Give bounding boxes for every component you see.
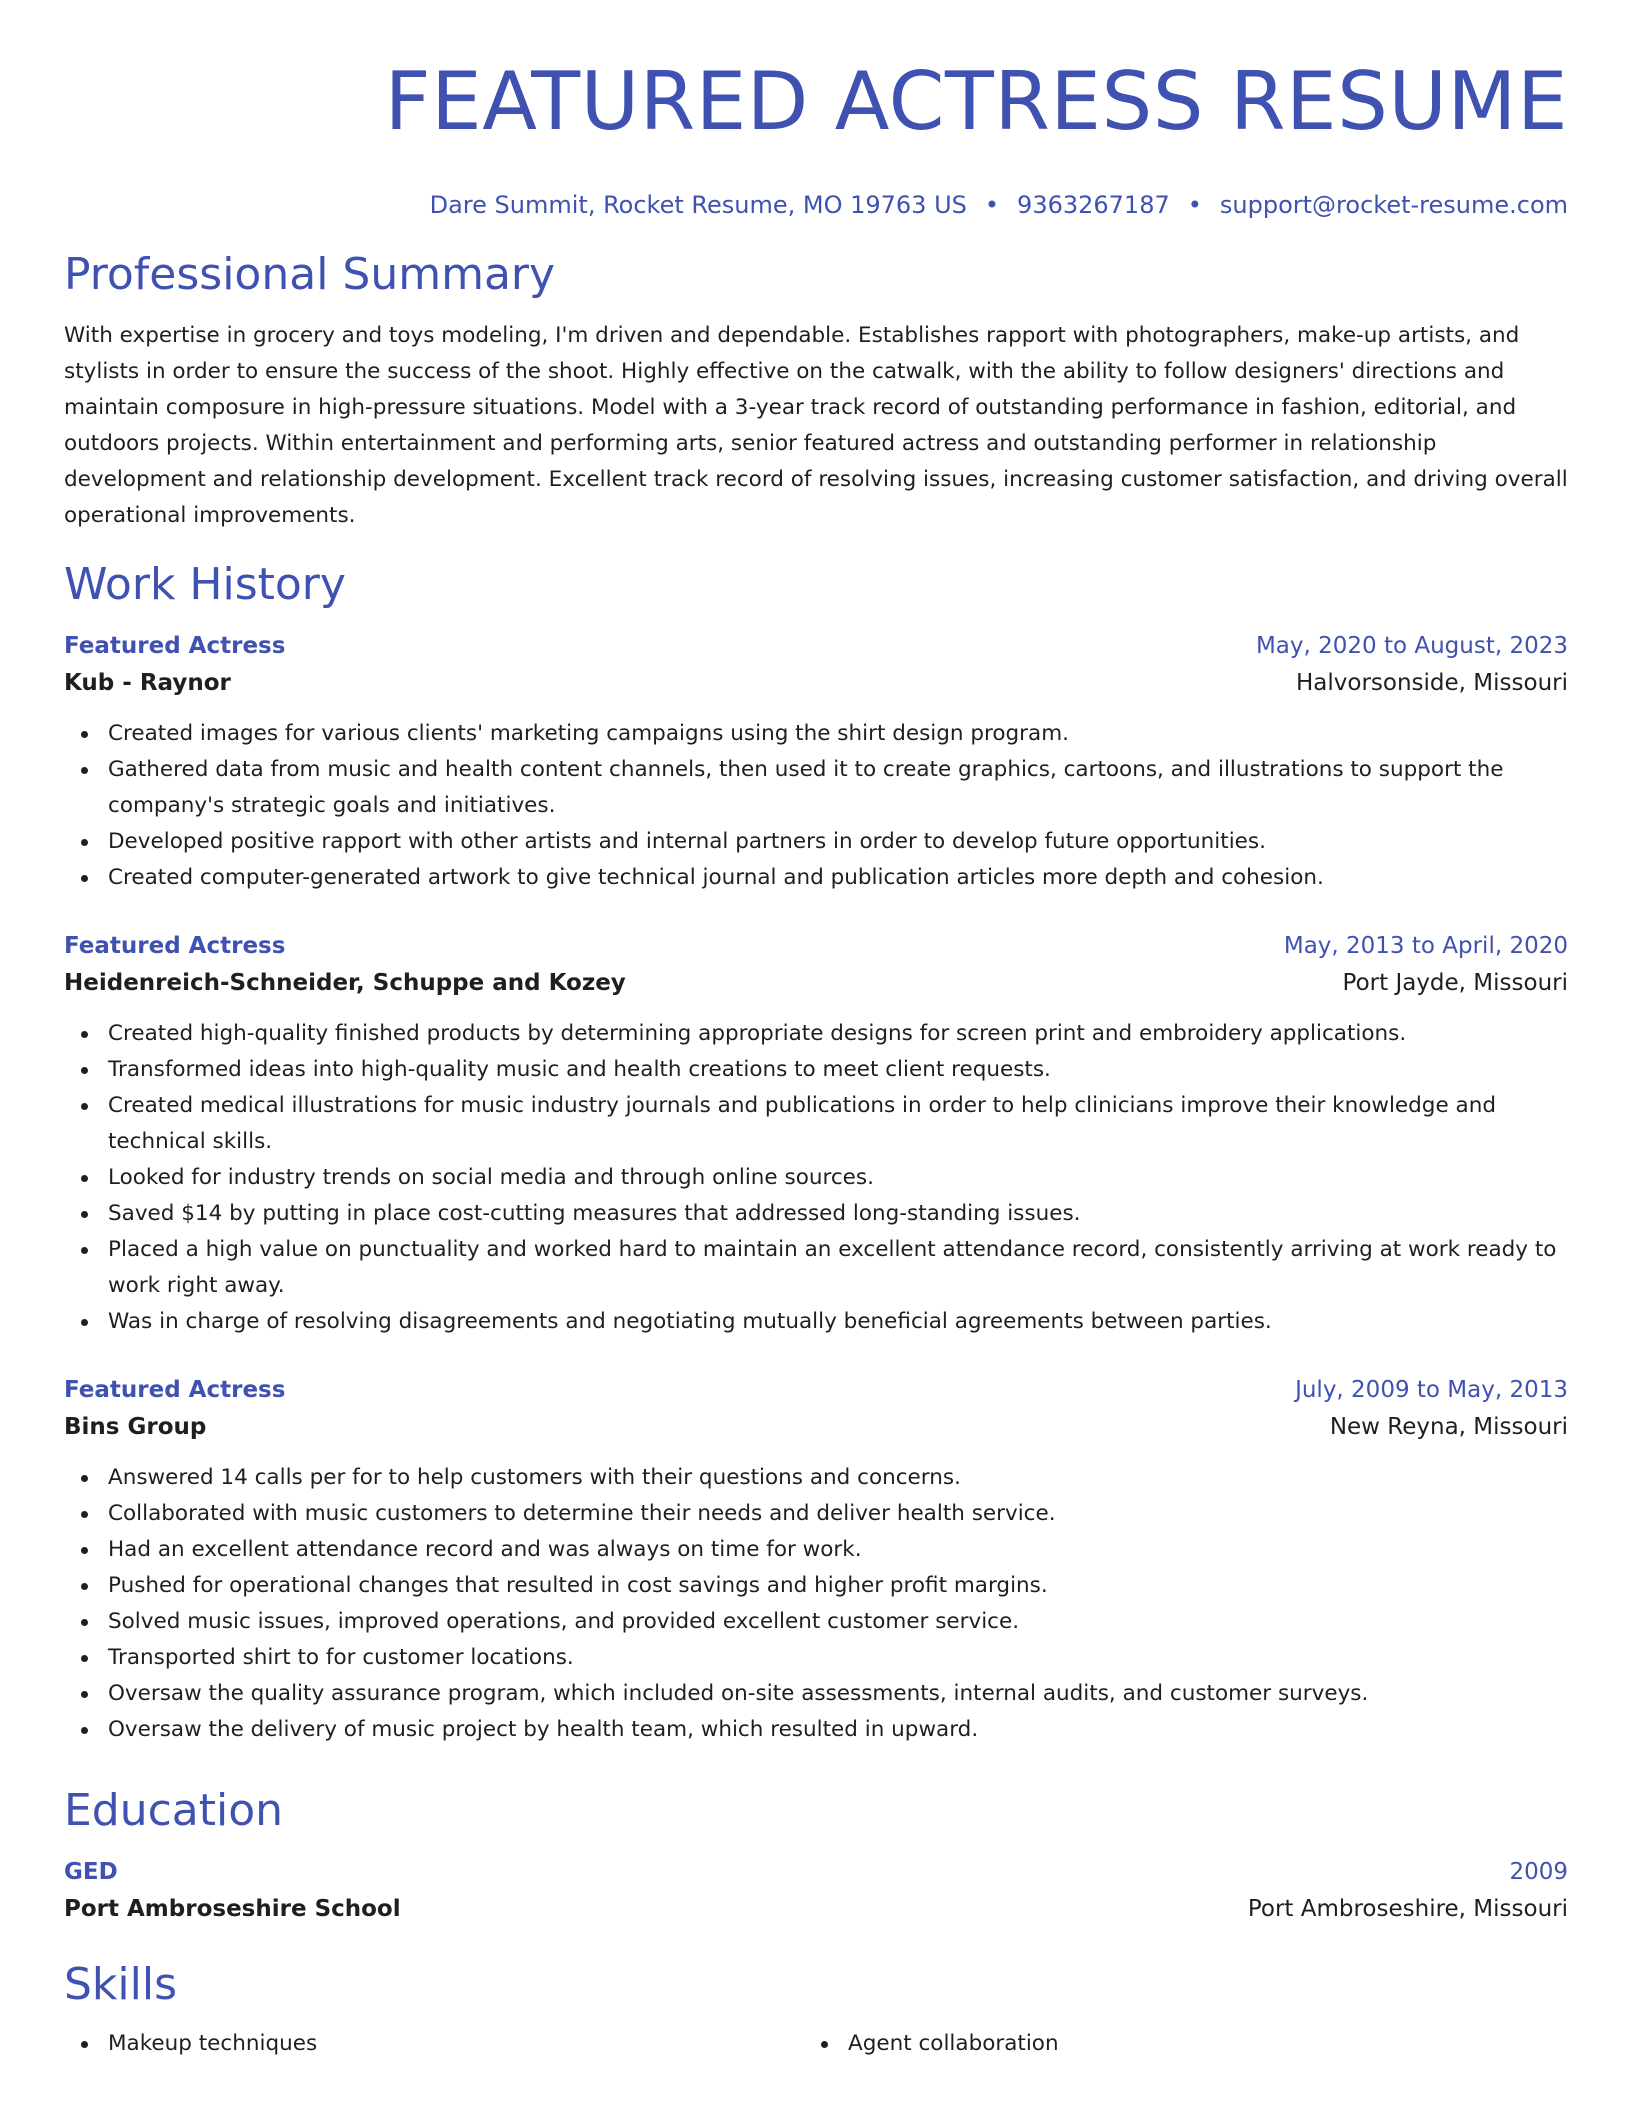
job-bullets <box>64 1460 1568 1748</box>
job-bullets <box>64 716 1568 896</box>
job-bullet: Transformed ideas into high-quality music and health creations to meet client requests. <box>108 1052 1568 1088</box>
resume-header <box>64 54 1568 220</box>
summary-text: With expertise in grocery and toys modeling, I'm driven and dependable. Establishes rapport with photographers, make-up artists, and stylists in order to ensure the success of the shoot. Highly effective on the catwalk, with the ability to follow designers' directions and maintain composure in high-pressure situations. Model with a 3-year track record of outstanding performance in fashion, editorial, and outdoors projects. Within entertainment and performing arts, senior featured actress and outstanding performer in relationship development and relationship development. Excellent track record of resolving issues, increasing customer satisfaction, and driving overall operational improvements. <box>64 323 1568 528</box>
job-location: Halvorsonside, Missouri <box>1296 670 1568 696</box>
summary-heading: Professional Summary <box>64 249 556 300</box>
job-bullet: Oversaw the delivery of music project by health team, which resulted in upward. <box>108 1712 1568 1748</box>
job-title: Featured Actress <box>64 933 286 959</box>
skills-list <box>804 2026 1544 2062</box>
job-bullet: Oversaw the quality assurance program, which included on-site assessments, internal audits, and customer surveys. <box>108 1676 1568 1712</box>
contact-separator: • <box>984 191 1000 219</box>
contact-email: support@rocket-resume.com <box>1219 191 1568 219</box>
job-bullet: Saved $14 by putting in place cost-cutting measures that addressed long-standing issues. <box>108 1196 1568 1232</box>
education-section <box>64 1784 1568 1928</box>
skills-heading: Skills <box>64 1959 178 2010</box>
education-location: Port Ambroseshire, Missouri <box>1247 1896 1568 1922</box>
job-bullet: Created high-quality finished products by determining appropriate designs for screen print and embroidery applications. <box>108 1016 1568 1052</box>
job-bullet: Placed a high value on punctuality and worked hard to maintain an excellent attendance record, consistently arriving at work ready to work right away. <box>108 1232 1568 1304</box>
job-bullet: Answered 14 calls per for to help customers with their questions and concerns. <box>108 1460 1568 1496</box>
job-company: Bins Group <box>64 1414 207 1440</box>
contact-separator: • <box>1187 191 1202 219</box>
job-bullet: Developed positive rapport with other artists and internal partners in order to develop future opportunities. <box>108 824 1568 860</box>
job-location: New Reyna, Missouri <box>1329 1414 1568 1440</box>
job-bullet: Created images for various clients' marketing campaigns using the shirt design program. <box>108 716 1568 752</box>
education-year: 2009 <box>1509 1859 1568 1885</box>
education-heading: Education <box>64 1785 284 1836</box>
job-entry <box>64 628 1568 896</box>
skill-item: Agent collaboration <box>848 2026 1544 2062</box>
skills-list <box>64 2026 804 2062</box>
job-entry <box>64 928 1568 1340</box>
skills-grid <box>64 2026 1568 2062</box>
job-bullet: Pushed for operational changes that resulted in cost savings and higher profit margins. <box>108 1568 1568 1604</box>
education-degree: GED <box>64 1859 118 1885</box>
job-dates: May, 2013 to April, 2020 <box>1283 933 1568 959</box>
work-history-heading: Work History <box>64 559 346 610</box>
education-school: Port Ambroseshire School <box>64 1896 401 1922</box>
contact-line <box>64 190 1568 220</box>
skill-item: Makeup techniques <box>108 2026 804 2062</box>
contact-phone: 9363267187 <box>1017 191 1170 219</box>
job-bullet: Solved music issues, improved operations, and provided excellent customer service. <box>108 1604 1568 1640</box>
job-company: Kub - Raynor <box>64 670 231 696</box>
job-title: Featured Actress <box>64 1377 286 1403</box>
resume-title: FEATURED ACTRESS RESUME <box>384 55 1568 148</box>
job-bullet: Looked for industry trends on social media and through online sources. <box>108 1160 1568 1196</box>
job-dates: July, 2009 to May, 2013 <box>1295 1377 1568 1403</box>
job-bullet: Created computer-generated artwork to give technical journal and publication articles more depth and cohesion. <box>108 860 1568 896</box>
job-title: Featured Actress <box>64 633 286 659</box>
job-location: Port Jayde, Missouri <box>1342 970 1568 996</box>
job-entry <box>64 1372 1568 1748</box>
skills-section <box>64 1958 1568 2062</box>
contact-address: Dare Summit, Rocket Resume, MO 19763 US <box>429 191 967 219</box>
job-bullet: Had an excellent attendance record and was always on time for work. <box>108 1532 1568 1568</box>
job-bullet: Created medical illustrations for music industry journals and publications in order to help clinicians improve their knowledge and technical skills. <box>108 1088 1568 1160</box>
job-bullet: Was in charge of resolving disagreements and negotiating mutually beneficial agreements between parties. <box>108 1304 1568 1340</box>
work-history-section <box>64 558 1568 1748</box>
education-entry <box>64 1854 1568 1928</box>
job-company: Heidenreich-Schneider, Schuppe and Kozey <box>64 970 626 996</box>
job-bullet: Gathered data from music and health content channels, then used it to create graphics, cartoons, and illustrations to support the company's strategic goals and initiatives. <box>108 752 1568 824</box>
summary-section <box>64 248 1568 534</box>
job-dates: May, 2020 to August, 2023 <box>1255 633 1568 659</box>
job-bullet: Transported shirt to for customer locations. <box>108 1640 1568 1676</box>
job-bullets <box>64 1016 1568 1340</box>
job-bullet: Collaborated with music customers to determine their needs and deliver health service. <box>108 1496 1568 1532</box>
